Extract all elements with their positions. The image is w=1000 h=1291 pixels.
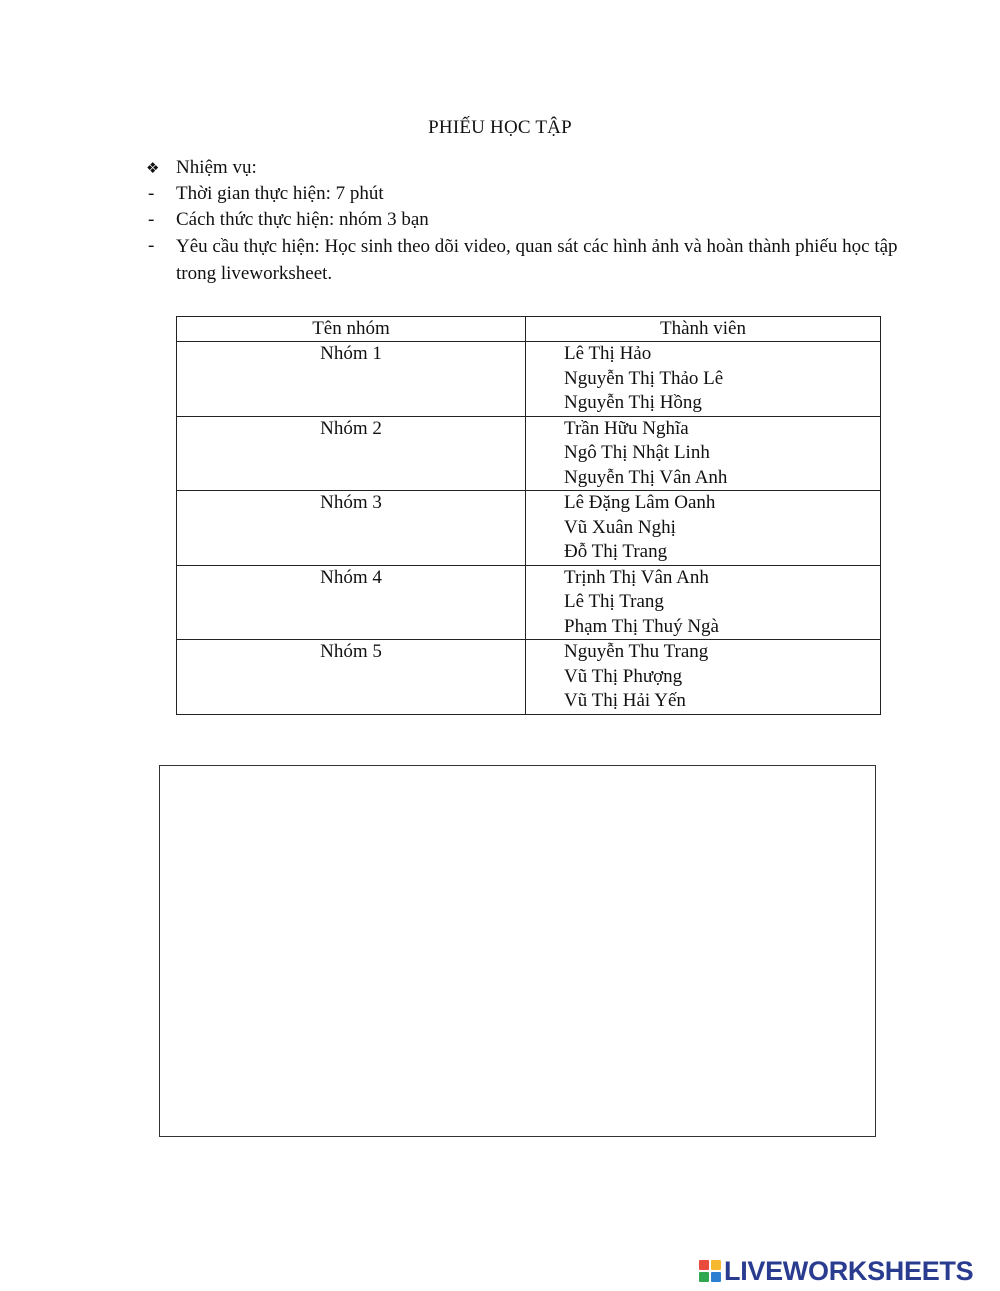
- members-cell: [526, 640, 881, 715]
- table-row: [177, 640, 881, 715]
- member-name: Nguyễn Thị Vân Anh: [564, 466, 728, 488]
- member-name: Lê Đặng Lâm Oanh: [564, 492, 716, 513]
- member-name: Lê Thị Trang: [564, 591, 664, 612]
- task-item-requirement: [146, 233, 906, 287]
- group-name-cell: Nhóm 5: [177, 640, 526, 715]
- task-item-time: [146, 181, 906, 207]
- members-cell: [526, 565, 881, 640]
- member-name: Vũ Thị Phượng: [564, 665, 683, 687]
- member-name: Vũ Thị Hải Yến: [564, 690, 686, 711]
- group-name-cell: Nhóm 3: [177, 491, 526, 566]
- task-item-text: Yêu cầu thực hiện: Học sinh theo dõi video, quan sát các hình ảnh và hoàn thành phiếu học tập trong liveworksheet.: [176, 236, 898, 284]
- group-name-cell: Nhóm 2: [177, 416, 526, 491]
- logo-block: [699, 1272, 709, 1282]
- member-name: Lê Thị Hảo: [564, 343, 652, 364]
- liveworksheets-blocks-icon: [699, 1260, 721, 1282]
- task-list: [146, 155, 906, 287]
- table-row: [177, 342, 881, 417]
- table-row: [177, 565, 881, 640]
- member-name: Nguyễn Thị Thảo Lê: [564, 367, 724, 389]
- task-heading-text: Nhiệm vụ:: [176, 157, 257, 178]
- table-row: [177, 491, 881, 566]
- group-table: [176, 316, 881, 715]
- group-name-cell: Nhóm 1: [177, 342, 526, 417]
- dash-bullet: -: [148, 209, 155, 230]
- task-item-text: Cách thức thực hiện: nhóm 3 bạn: [176, 209, 429, 230]
- member-name: Phạm Thị Thuý Ngà: [564, 615, 719, 637]
- dash-bullet: -: [148, 235, 155, 256]
- group-name-cell: Nhóm 4: [177, 565, 526, 640]
- member-name: Nguyễn Thu Trang: [564, 641, 709, 662]
- member-name: Vũ Xuân Nghị: [564, 516, 676, 538]
- header-group-name: Tên nhóm: [177, 317, 526, 342]
- member-name: Trần Hữu Nghĩa: [564, 417, 689, 439]
- members-cell: [526, 416, 881, 491]
- logo-text: LIVEWORKSHEETS: [724, 1256, 974, 1286]
- group-table-header-row: [177, 317, 881, 342]
- diamond-bullet-icon: ❖: [146, 159, 160, 177]
- member-name: Trịnh Thị Vân Anh: [564, 566, 709, 588]
- task-item-method: [146, 207, 906, 233]
- logo-block: [699, 1260, 709, 1270]
- member-name: Nguyễn Thị Hồng: [564, 392, 702, 413]
- members-cell: [526, 342, 881, 417]
- table-row: [177, 416, 881, 491]
- task-heading: [146, 155, 906, 181]
- logo-block: [711, 1260, 721, 1270]
- dash-bullet: -: [148, 183, 155, 204]
- worksheet-title: PHIẾU HỌC TẬP: [428, 117, 572, 138]
- members-cell: [526, 491, 881, 566]
- task-item-text: Thời gian thực hiện: 7 phút: [176, 183, 384, 204]
- logo-block: [711, 1272, 721, 1282]
- liveworksheets-logo: [699, 1257, 973, 1285]
- header-members: Thành viên: [526, 317, 881, 342]
- member-name: Ngô Thị Nhật Linh: [564, 442, 710, 463]
- video-answer-box[interactable]: [159, 765, 876, 1137]
- member-name: Đỗ Thị Trang: [564, 541, 668, 562]
